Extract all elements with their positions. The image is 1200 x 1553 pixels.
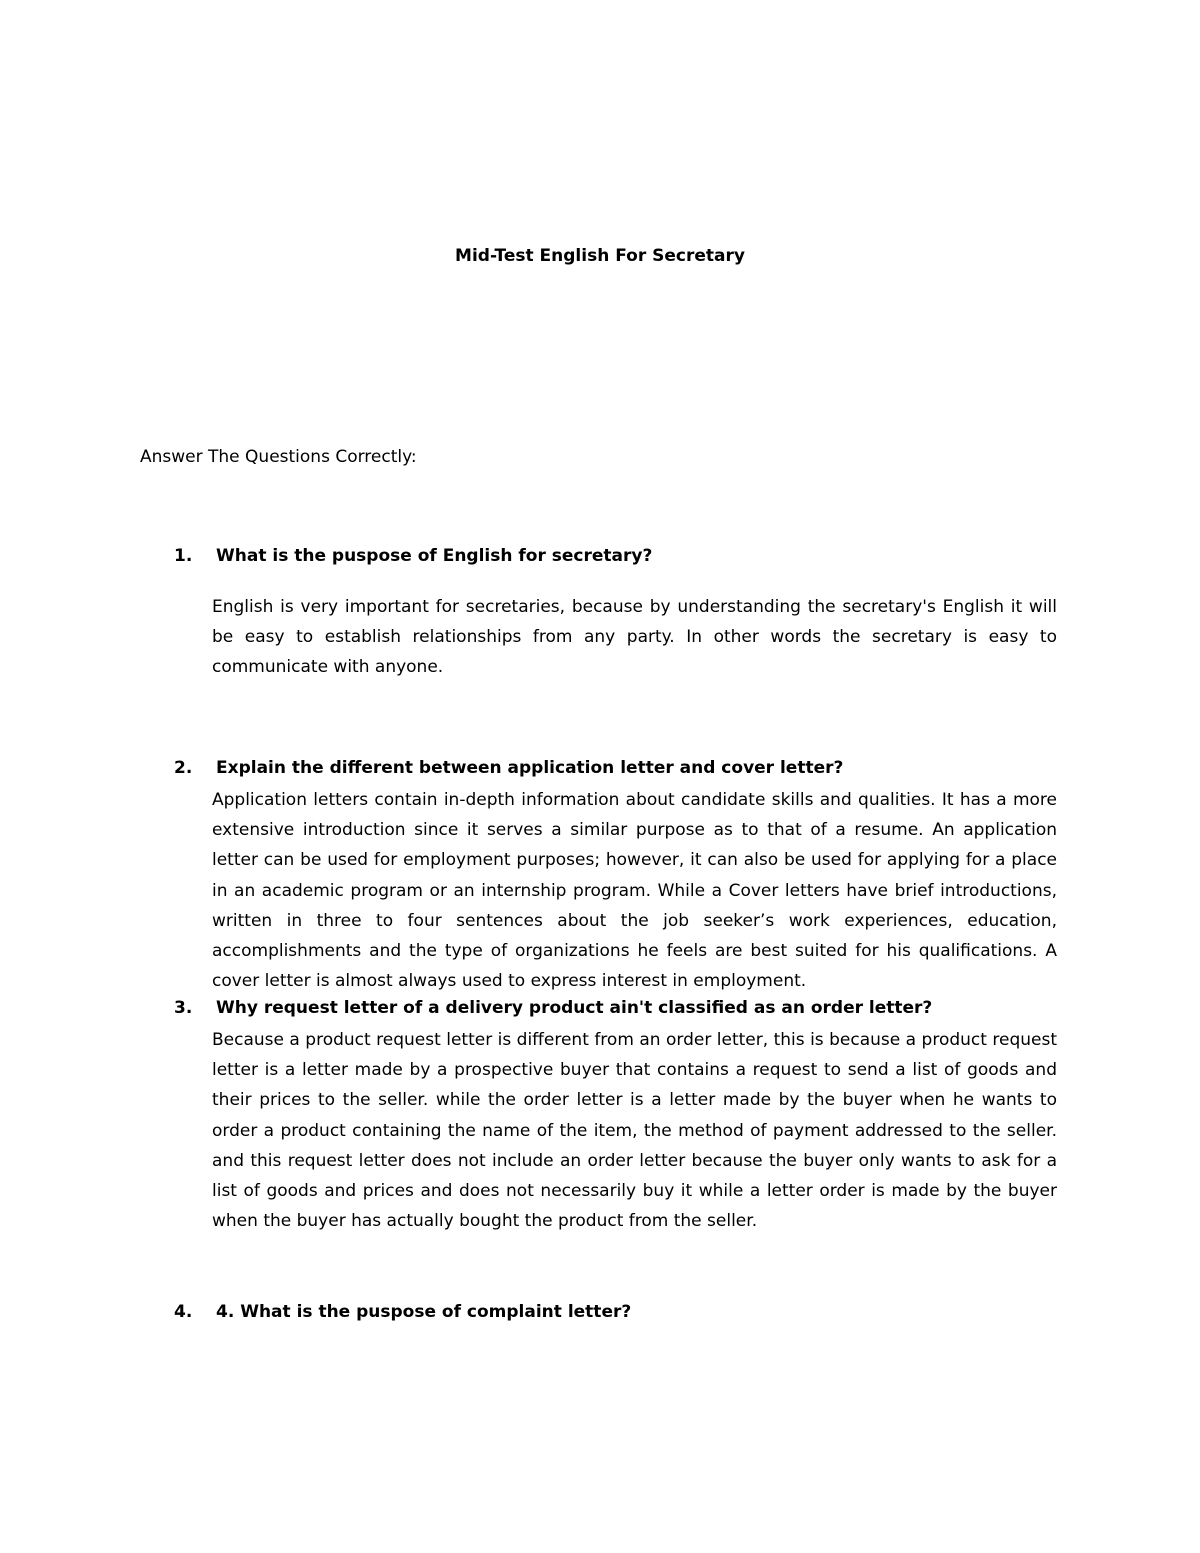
instructions-text: Answer The Questions Correctly: <box>140 447 417 467</box>
question-text: Why request letter of a delivery product ain't classified as an order letter? <box>216 998 933 1018</box>
document-title: Mid-Test English For Secretary <box>455 246 745 266</box>
question-block-1 <box>140 542 1060 683</box>
answer-text: Because a product request letter is different from an order letter, this is because a product request letter is a letter made by a prospective buyer that contains a request to send a list of goods and their prices to the seller. while the order letter is a letter made by the buyer when he wants to order a product containing the name of the item, the method of payment addressed to the seller. and this request letter does not include an order letter because the buyer only wants to ask for a list of goods and prices and does not necessarily buy it while a letter order is made by the buyer when the buyer has actually bought the product from the seller. <box>212 1030 1057 1232</box>
answer-text: Application letters contain in-depth information about candidate skills and qualities. It has a more extensive introduction since it serves a similar purpose as to that of a resume. An application letter can be used for employment purposes; however, it can also be used for applying for a place in an academic program or an internship program. While a Cover letters have brief introductions, written in three to four sentences about the job seeker’s work experiences, education, accomplishments and the type of organizations he feels are best suited for his qualifications. A cover letter is almost always used to express interest in employment. <box>212 790 1057 992</box>
question-number: 3. <box>174 998 193 1018</box>
question-text: Explain the different between application letter and cover letter? <box>216 758 844 778</box>
question-number: 2. <box>174 758 193 778</box>
question-block-2 <box>140 754 1060 996</box>
question-block-3 <box>140 994 1060 1236</box>
question-heading <box>140 542 1060 570</box>
answer-text: English is very important for secretaries, because by understanding the secretary's English it will be easy to establish relationships from any party. In other words the secretary is easy to communicate with anyone. <box>212 597 1057 678</box>
question-block-4 <box>140 1298 1060 1326</box>
question-number: 4. <box>174 1302 193 1322</box>
question-text: 4. What is the puspose of complaint letter? <box>216 1302 632 1322</box>
question-text: What is the puspose of English for secretary? <box>216 546 653 566</box>
question-heading <box>140 754 1060 782</box>
question-heading <box>140 1298 1060 1326</box>
question-number: 1. <box>174 546 193 566</box>
question-heading <box>140 994 1060 1022</box>
